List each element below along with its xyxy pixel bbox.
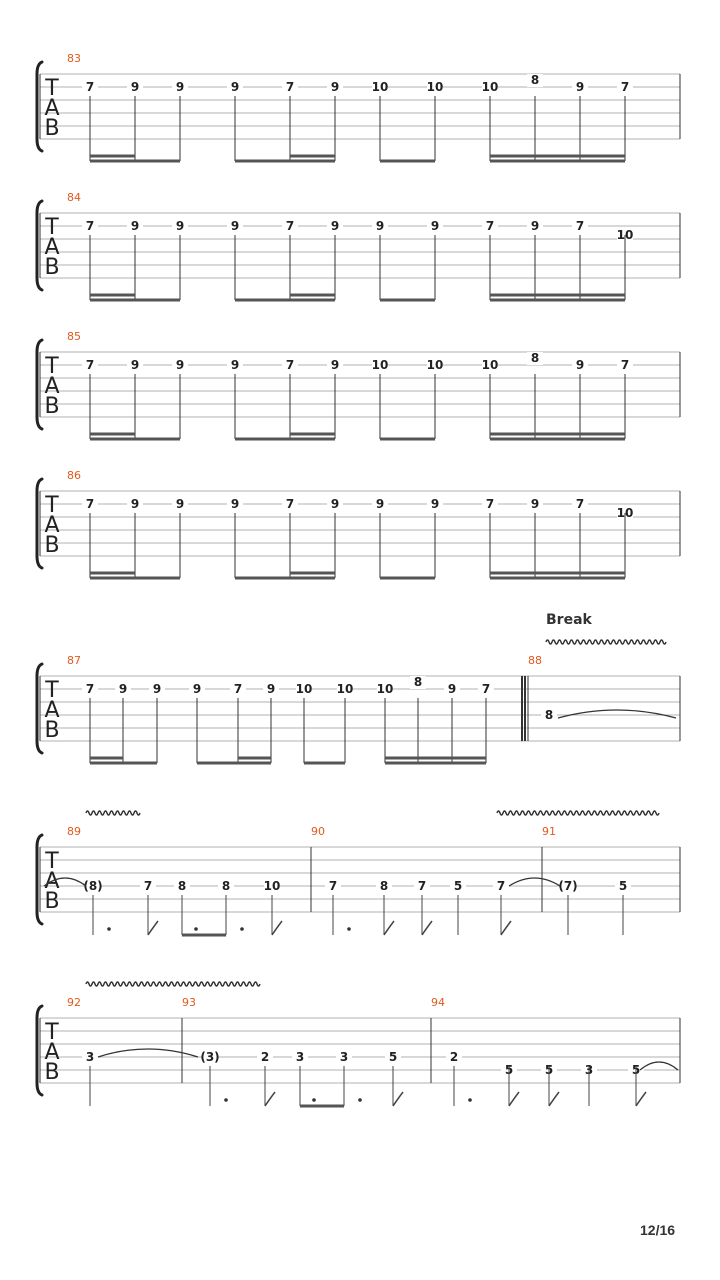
tie-measure-92-93	[98, 1049, 198, 1057]
fret-number: (7)	[558, 879, 578, 893]
fret-number: 5	[504, 1063, 514, 1077]
fret-number: 9	[175, 80, 185, 94]
note-flag	[384, 921, 394, 935]
fret-number: 9	[575, 358, 585, 372]
vibrato-line	[497, 811, 659, 815]
rhythm-dot	[224, 1098, 228, 1102]
measure-number: 94	[431, 996, 445, 1009]
vibrato-line	[546, 640, 666, 644]
fret-number: 3	[584, 1063, 594, 1077]
fret-number: 10	[371, 80, 389, 94]
fret-number: 3	[339, 1050, 349, 1064]
measure-number: 86	[67, 469, 81, 482]
fret-number: 2	[260, 1050, 270, 1064]
fret-number: 10	[616, 506, 634, 520]
fret-number: 9	[330, 80, 340, 94]
tab-clef-letter-t: T	[45, 354, 59, 379]
fret-number: 5	[388, 1050, 398, 1064]
fret-number: 9	[330, 219, 340, 233]
rhythm-dot	[468, 1098, 472, 1102]
tab-clef-letter-a: A	[44, 869, 60, 894]
fret-number: 7	[85, 358, 95, 372]
tab-system	[37, 996, 680, 1106]
measure	[431, 996, 646, 1106]
fret-number: 7	[285, 358, 295, 372]
tie-measure-94	[640, 1062, 678, 1070]
tab-clef-letter-b: B	[44, 255, 60, 280]
fret-number: 8	[544, 708, 554, 722]
tab-system	[37, 330, 680, 439]
measure-number: 92	[67, 996, 81, 1009]
fret-number: 10	[426, 80, 444, 94]
measure	[67, 330, 633, 439]
fret-number: 8	[177, 879, 187, 893]
fret-number: 7	[143, 879, 153, 893]
fret-number: 9	[230, 219, 240, 233]
fret-number: (3)	[200, 1050, 220, 1064]
tab-clef-letter-t: T	[45, 493, 59, 518]
fret-number: 7	[285, 219, 295, 233]
measure-number: 84	[67, 191, 81, 204]
fret-number: 9	[530, 497, 540, 511]
tab-clef-letter-a: A	[44, 513, 60, 538]
fret-number: 7	[85, 80, 95, 94]
fret-number: 7	[575, 497, 585, 511]
note-flag	[393, 1092, 403, 1106]
page-number: 12/16	[640, 1222, 676, 1238]
fret-number: 9	[447, 682, 457, 696]
fret-number: 10	[336, 682, 354, 696]
tab-clef-letter-a: A	[44, 96, 60, 121]
fret-number: 7	[85, 219, 95, 233]
fret-number: 9	[130, 358, 140, 372]
measure-number: 85	[67, 330, 81, 343]
fret-number: 9	[130, 497, 140, 511]
fret-number: 2	[449, 1050, 459, 1064]
fret-number: 8	[379, 879, 389, 893]
fret-number: 9	[330, 497, 340, 511]
note-flag	[148, 921, 158, 935]
fret-number: 7	[485, 497, 495, 511]
rhythm-dot	[312, 1098, 316, 1102]
fret-number: 10	[481, 358, 499, 372]
staff-lines	[40, 676, 680, 741]
fret-number: 10	[295, 682, 313, 696]
note-flag	[501, 921, 511, 935]
fret-number: 9	[130, 219, 140, 233]
note-flag	[422, 921, 432, 935]
note-flag	[272, 921, 282, 935]
fret-number: 7	[620, 358, 630, 372]
fret-number: 9	[230, 80, 240, 94]
tab-system	[37, 469, 680, 578]
tab-clef-letter-b: B	[44, 394, 60, 419]
measure	[67, 996, 98, 1106]
fret-number: 7	[328, 879, 338, 893]
measure	[182, 996, 403, 1106]
vibrato-line	[86, 811, 140, 815]
fret-number: 9	[175, 497, 185, 511]
tab-clef-letter-b: B	[44, 1060, 60, 1085]
fret-number: 9	[230, 497, 240, 511]
fret-number: 9	[130, 80, 140, 94]
break-label: Break	[546, 612, 592, 628]
fret-number: 3	[85, 1050, 95, 1064]
fret-number: 9	[230, 358, 240, 372]
fret-number: 9	[118, 682, 128, 696]
fret-number: 7	[481, 682, 491, 696]
fret-number: 8	[530, 73, 540, 87]
fret-number: 3	[295, 1050, 305, 1064]
tab-clef-letter-b: B	[44, 116, 60, 141]
fret-number: 7	[496, 879, 506, 893]
tab-system	[37, 654, 680, 763]
tab-system	[37, 191, 680, 300]
fret-number: 5	[453, 879, 463, 893]
measure	[67, 825, 282, 935]
fret-number: 7	[575, 219, 585, 233]
measure	[67, 52, 633, 161]
measure-number: 83	[67, 52, 81, 65]
note-flag	[549, 1092, 559, 1106]
fret-number: 7	[85, 497, 95, 511]
fret-number: 10	[481, 80, 499, 94]
rhythm-dot	[240, 927, 244, 931]
fret-number: 9	[192, 682, 202, 696]
measure	[67, 469, 633, 578]
fret-number: 9	[575, 80, 585, 94]
rhythm-dot	[347, 927, 351, 931]
tab-clef-letter-t: T	[45, 849, 59, 874]
measure	[542, 825, 631, 935]
measure-number: 90	[311, 825, 325, 838]
fret-number: 9	[375, 497, 385, 511]
tab-clef-letter-b: B	[44, 533, 60, 558]
fret-number: 5	[618, 879, 628, 893]
fret-number: 8	[413, 675, 423, 689]
measure-number: 91	[542, 825, 556, 838]
tab-clef-letter-t: T	[45, 1020, 59, 1045]
tab-clef-letter-t: T	[45, 76, 59, 101]
fret-number: 7	[620, 80, 630, 94]
fret-number: 8	[530, 351, 540, 365]
fret-number: 5	[631, 1063, 641, 1077]
tab-system	[37, 825, 680, 935]
measure	[311, 825, 511, 935]
measure	[528, 654, 557, 722]
fret-number: 7	[417, 879, 427, 893]
tab-clef-letter-b: B	[44, 889, 60, 914]
fret-number: 7	[233, 682, 243, 696]
rhythm-dot	[194, 927, 198, 931]
fret-number: 5	[544, 1063, 554, 1077]
fret-number: 9	[175, 358, 185, 372]
measure-number: 89	[67, 825, 81, 838]
fret-number: 9	[375, 219, 385, 233]
fret-number: 9	[430, 497, 440, 511]
tab-clef-letter-a: A	[44, 235, 60, 260]
note-flag	[509, 1092, 519, 1106]
staff-lines	[40, 847, 680, 912]
fret-number: 9	[175, 219, 185, 233]
measure-number: 93	[182, 996, 196, 1009]
rhythm-dot	[358, 1098, 362, 1102]
fret-number: 8	[221, 879, 231, 893]
vibrato-line	[86, 982, 260, 986]
fret-number: 9	[430, 219, 440, 233]
fret-number: 7	[285, 497, 295, 511]
fret-number: 9	[530, 219, 540, 233]
fret-number: 7	[485, 219, 495, 233]
note-flag	[636, 1092, 646, 1106]
tab-clef-letter-a: A	[44, 374, 60, 399]
tab-clef-letter-a: A	[44, 698, 60, 723]
fret-number: (8)	[83, 879, 103, 893]
note-flag	[265, 1092, 275, 1106]
fret-number: 10	[263, 879, 281, 893]
fret-number: 7	[285, 80, 295, 94]
tie-measure-88	[558, 710, 676, 718]
fret-number: 10	[616, 228, 634, 242]
measure-number: 87	[67, 654, 81, 667]
fret-number: 10	[426, 358, 444, 372]
tab-system	[37, 52, 680, 161]
fret-number: 10	[376, 682, 394, 696]
measure	[67, 191, 633, 300]
tab-clef-letter-t: T	[45, 215, 59, 240]
fret-number: 10	[371, 358, 389, 372]
fret-number: 9	[330, 358, 340, 372]
fret-number: 9	[152, 682, 162, 696]
measure-number: 88	[528, 654, 542, 667]
fret-number: 7	[85, 682, 95, 696]
tab-clef-letter-b: B	[44, 718, 60, 743]
tab-clef-letter-a: A	[44, 1040, 60, 1065]
rhythm-dot	[107, 927, 111, 931]
tie-measure-90-91	[509, 878, 560, 886]
tab-clef-letter-t: T	[45, 678, 59, 703]
measure	[67, 654, 494, 763]
fret-number: 9	[266, 682, 276, 696]
